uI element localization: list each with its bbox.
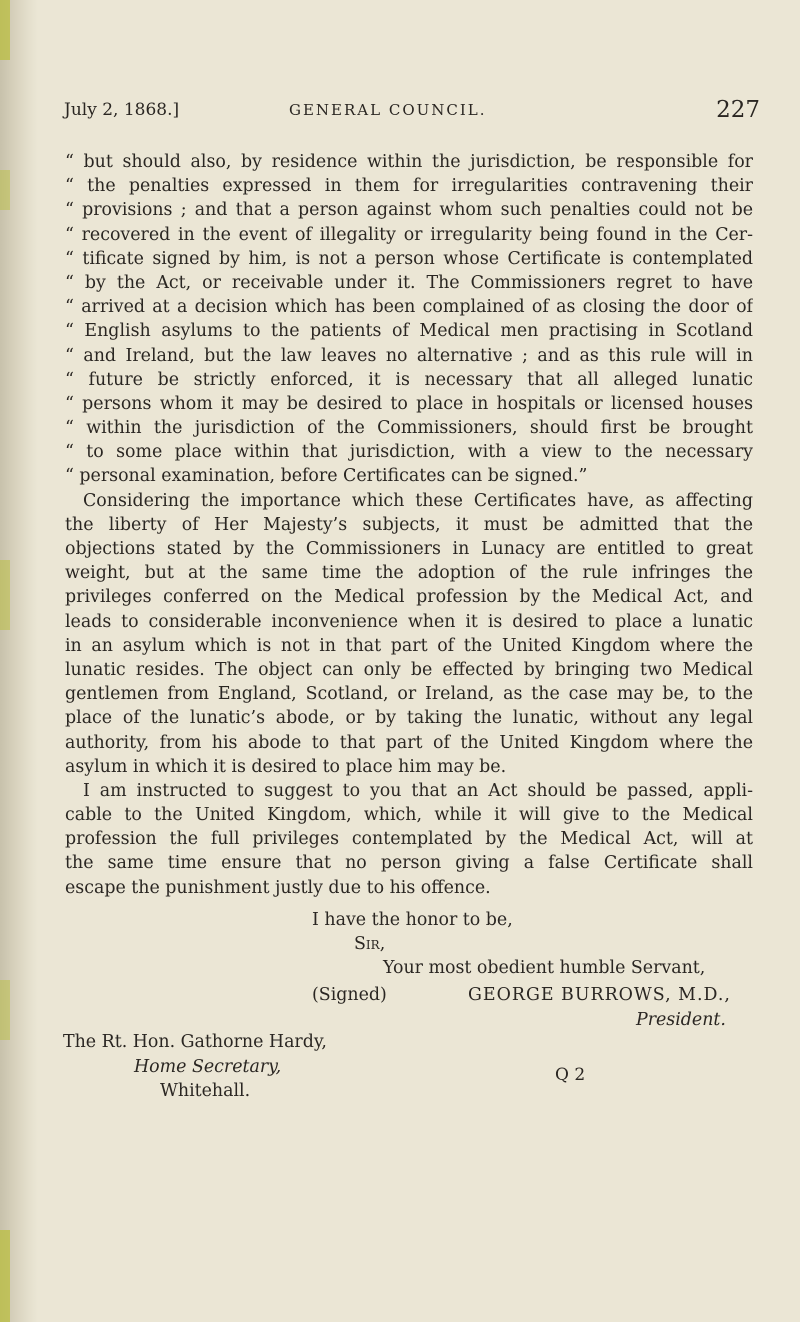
body-line: privileges conferred on the Medical profession by the Medical Act, and — [65, 587, 753, 608]
body-line: gentlemen from England, Scotland, or Ireland, as the case may be, to the — [65, 684, 753, 705]
body-line: asylum in which it is desired to place him may be. — [65, 756, 507, 777]
body-line: weight, but at the same time the adoption of the rule infringes the — [65, 563, 753, 584]
body-line: “ future be strictly enforced, it is necessary that all alleged lunatic — [65, 369, 753, 390]
closing-servant: Your most obedient humble Servant, — [383, 958, 706, 978]
body-line: “ tificate signed by him, is not a person whose Certificate is contemplated — [65, 248, 753, 269]
body-line: “ to some place within that jurisdiction, with a view to the necessary — [65, 442, 753, 463]
body-line: profession the full privileges contemplated by the Medical Act, will at — [65, 829, 753, 850]
header-date: July 2, 1868.] — [64, 100, 180, 120]
body-line: “ within the jurisdiction of the Commissioners, should first be brought — [65, 418, 753, 439]
body-line: authority, from his abode to that part of the United Kingdom where the — [65, 732, 753, 753]
folio-signature-mark: Q 2 — [555, 1065, 586, 1085]
body-line: lunatic resides. The object can only be effected by bringing two Medical — [65, 659, 753, 680]
body-line: “ but should also, by residence within the jurisdiction, be responsible for — [65, 152, 753, 172]
addressee-name: The Rt. Hon. Gathorne Hardy, — [63, 1032, 327, 1052]
body-line: “ provisions ; and that a person against whom such penalties could not be — [65, 200, 753, 221]
body-line: Considering the importance which these Certificates have, as affecting — [83, 490, 753, 511]
body-line: “ persons whom it may be desired to place in hospitals or licensed houses — [65, 393, 753, 414]
body-line: “ by the Act, or receivable under it. The Commissioners regret to have — [65, 272, 753, 293]
body-line: “ and Ireland, but the law leaves no alternative ; and as this rule will in — [65, 345, 753, 366]
running-header — [64, 97, 760, 124]
body-line: I am instructed to suggest to you that an Act should be passed, appli- — [83, 780, 753, 801]
body-line: “ recovered in the event of illegality or irregularity being found in the Cer- — [65, 224, 753, 245]
addressee-office: Home Secretary, — [134, 1057, 282, 1077]
signatory-title: President. — [636, 1010, 726, 1030]
page-number: 227 — [716, 97, 760, 123]
header-title: GENERAL COUNCIL. — [289, 101, 487, 119]
body-line: “ arrived at a decision which has been complained of as closing the door of — [65, 297, 753, 318]
body-line: in an asylum which is not in that part of the United Kingdom where the — [65, 635, 753, 656]
signed-label: (Signed) — [312, 985, 387, 1005]
body-line: the liberty of Her Majesty’s subjects, it must be admitted that the — [65, 514, 753, 535]
body-line: the same time ensure that no person giving a false Certificate shall — [65, 853, 753, 874]
body-line: “ the penalties expressed in them for irregularities contravening their — [65, 176, 753, 197]
signatory-name: GEORGE BURROWS, M.D., — [468, 985, 731, 1005]
body-line: objections stated by the Commissioners in Lunacy are entitled to great — [65, 539, 753, 559]
body-line: “ English asylums to the patients of Medical men practising in Scotland — [65, 321, 753, 342]
letter-body — [65, 150, 753, 900]
body-line: leads to considerable inconvenience when it is desired to place a lunatic — [65, 611, 753, 632]
closing-honor: I have the honor to be, — [312, 910, 513, 930]
addressee-place: Whitehall. — [160, 1081, 251, 1101]
body-line: escape the punishment justly due to his offence. — [65, 877, 491, 898]
body-line: place of the lunatic’s abode, or by taking the lunatic, without any legal — [65, 708, 753, 729]
body-line: “ personal examination, before Certificates can be signed.” — [65, 466, 588, 487]
body-line: cable to the United Kingdom, which, while it will give to the Medical — [65, 805, 753, 826]
closing-salutation: Sir, — [354, 934, 386, 954]
